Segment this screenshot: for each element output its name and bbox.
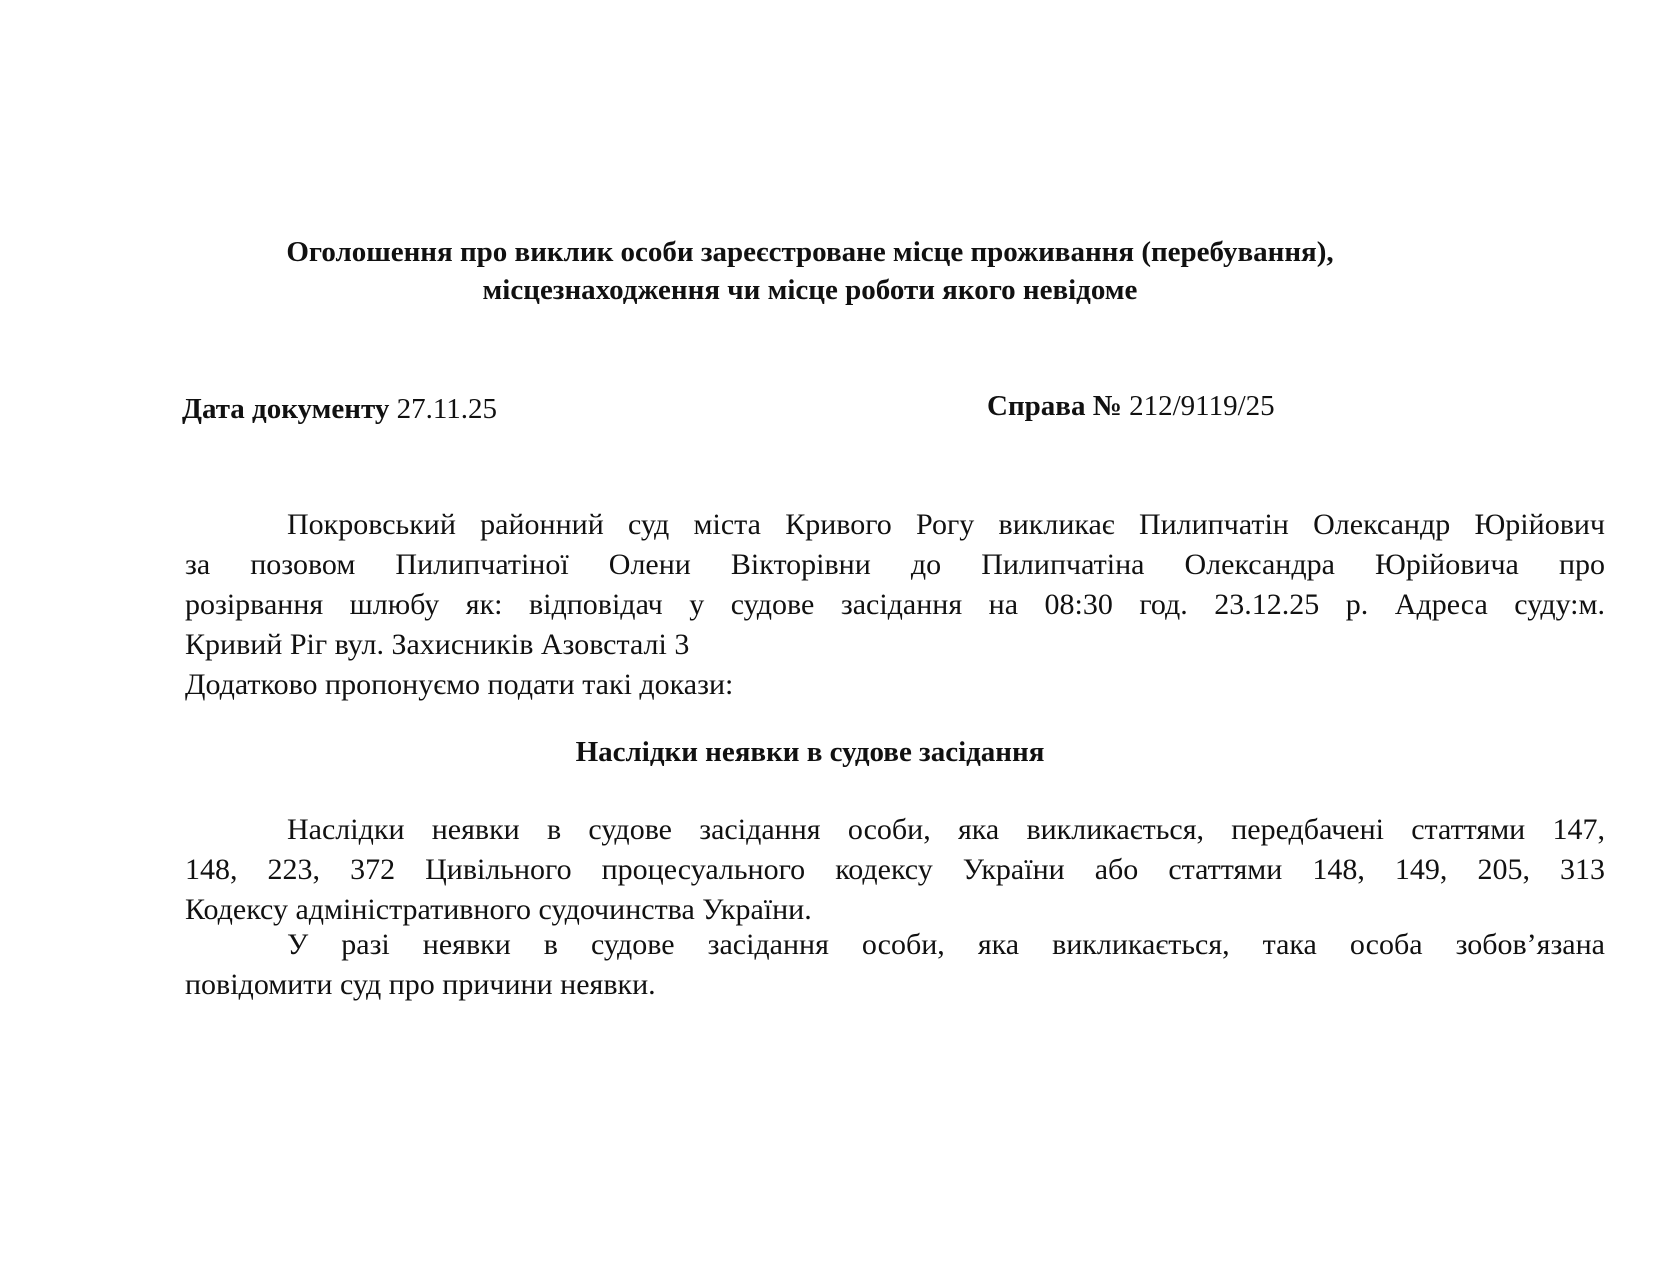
title-line-2: місцезнаходження чи місце роботи якого невідоме <box>482 274 1138 306</box>
case-number-value: 212/9119/25 <box>1129 390 1275 422</box>
summons-line-4: Кривий Ріг вул. Захисників Азовсталі 3 <box>185 628 690 661</box>
document-date <box>182 393 497 426</box>
obligation-line-2: повідомити суд про причини неявки. <box>185 968 656 1001</box>
obligation-line-1: У разі неявки в судове засідання особи, яка викликається, така особа зобов’язана <box>287 928 1605 961</box>
evidence-line: Додатково пропонуємо подати такі докази: <box>185 668 734 701</box>
obligation-paragraph <box>185 925 1605 1005</box>
summons-line-3: розірвання шлюбу як: відповідач у судове засідання на 08:30 год. 23.12.25 р. Адреса суду:м. <box>185 588 1605 621</box>
document-title <box>180 233 1440 309</box>
evidence-paragraph <box>185 665 1605 705</box>
consequences-paragraph <box>185 810 1605 930</box>
summons-line-1: Покровський районний суд міста Кривого Рогу викликає Пилипчатін Олександр Юрійович <box>287 508 1605 541</box>
summons-paragraph <box>185 505 1605 665</box>
case-number <box>987 390 1275 423</box>
document-date-value: 27.11.25 <box>396 393 498 425</box>
consequences-line-1: Наслідки неявки в судове засідання особи, яка викликається, передбачені статтями 147, <box>287 813 1605 846</box>
summons-line-2: за позовом Пилипчатіної Олени Вікторівни до Пилипчатіна Олександра Юрійовича про <box>185 548 1605 581</box>
title-line-1: Оголошення про виклик особи зареєстроване місце проживання (перебування), <box>286 236 1334 268</box>
document-date-label: Дата документу <box>182 393 390 425</box>
consequences-line-2: 148, 223, 372 Цивільного процесуального кодексу України або статтями 148, 149, 205, 313 <box>185 853 1605 886</box>
section-title: Наслідки неявки в судове засідання <box>575 736 1045 768</box>
case-number-label: Справа № <box>987 390 1122 422</box>
consequences-line-3: Кодексу адміністративного судочинства України. <box>185 893 812 926</box>
